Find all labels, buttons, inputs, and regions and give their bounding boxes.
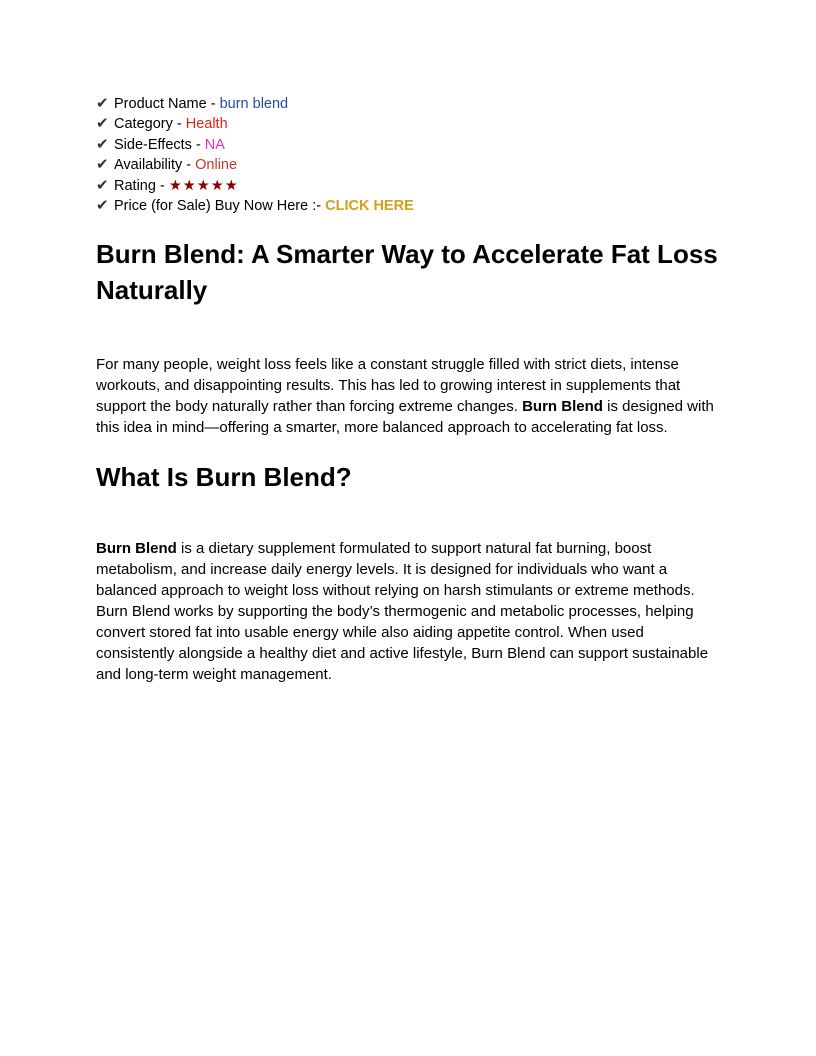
availability-value: Online xyxy=(195,157,238,174)
click-here-link[interactable]: CLICK HERE xyxy=(325,198,414,215)
section-bold-product: Burn Blend xyxy=(96,540,177,558)
intro-bold-product: Burn Blend xyxy=(522,398,603,416)
checkmark-icon: ✔ xyxy=(96,156,109,174)
info-item-product-name xyxy=(96,94,724,114)
price-label: Price (for Sale) Buy Now Here :- xyxy=(114,198,326,215)
section-paragraph xyxy=(96,538,724,685)
info-item-price xyxy=(96,196,724,216)
category-label: Category - xyxy=(114,116,186,133)
checkmark-icon: ✔ xyxy=(96,115,109,133)
product-name-value: burn blend xyxy=(219,96,289,112)
side-effects-value: NA xyxy=(204,136,225,153)
intro-paragraph xyxy=(96,354,724,438)
checkmark-icon: ✔ xyxy=(96,176,109,194)
info-item-category xyxy=(96,114,724,134)
rating-label: Rating - xyxy=(114,177,169,194)
document-page xyxy=(96,94,724,685)
checkmark-icon: ✔ xyxy=(96,95,109,112)
section-heading: What Is Burn Blend? xyxy=(96,462,352,493)
product-name-label: Product Name - xyxy=(114,96,220,112)
rating-stars: ★★★★★ xyxy=(168,177,239,194)
info-item-availability xyxy=(96,155,724,175)
checkmark-icon: ✔ xyxy=(96,197,109,215)
product-info-list xyxy=(96,94,724,216)
availability-label: Availability - xyxy=(114,157,196,174)
category-value: Health xyxy=(185,116,228,133)
intro-text-end: is designed with this idea in mind—offering a smarter, more balanced approach to accelerating fat loss. xyxy=(96,398,714,437)
section-text: is a dietary supplement formulated to support natural fat burning, boost metabolism, and increase daily energy levels. It is designed for individuals who want a balanced approach to weight loss without relying on harsh stimulants or extreme methods. Burn Blend works by supporting the body’s thermogenic and metabolic processes, helping convert stored fat into usable energy while also aiding appetite control. When used consistently alongside a healthy diet and active lifestyle, Burn Blend can support sustainable and long-term weight management. xyxy=(96,540,709,684)
side-effects-label: Side-Effects - xyxy=(114,136,205,153)
page-title: Burn Blend: A Smarter Way to Accelerate Fat Loss Naturally xyxy=(96,239,718,306)
intro-text-start: For many people, weight loss feels like a constant struggle filled with strict diets, intense workouts, and disappointing results. This has led to growing interest in supplements that support the body naturally rather than forcing extreme changes. xyxy=(96,356,681,416)
info-item-side-effects xyxy=(96,135,724,155)
checkmark-icon: ✔ xyxy=(96,135,109,153)
info-item-rating xyxy=(96,176,724,196)
